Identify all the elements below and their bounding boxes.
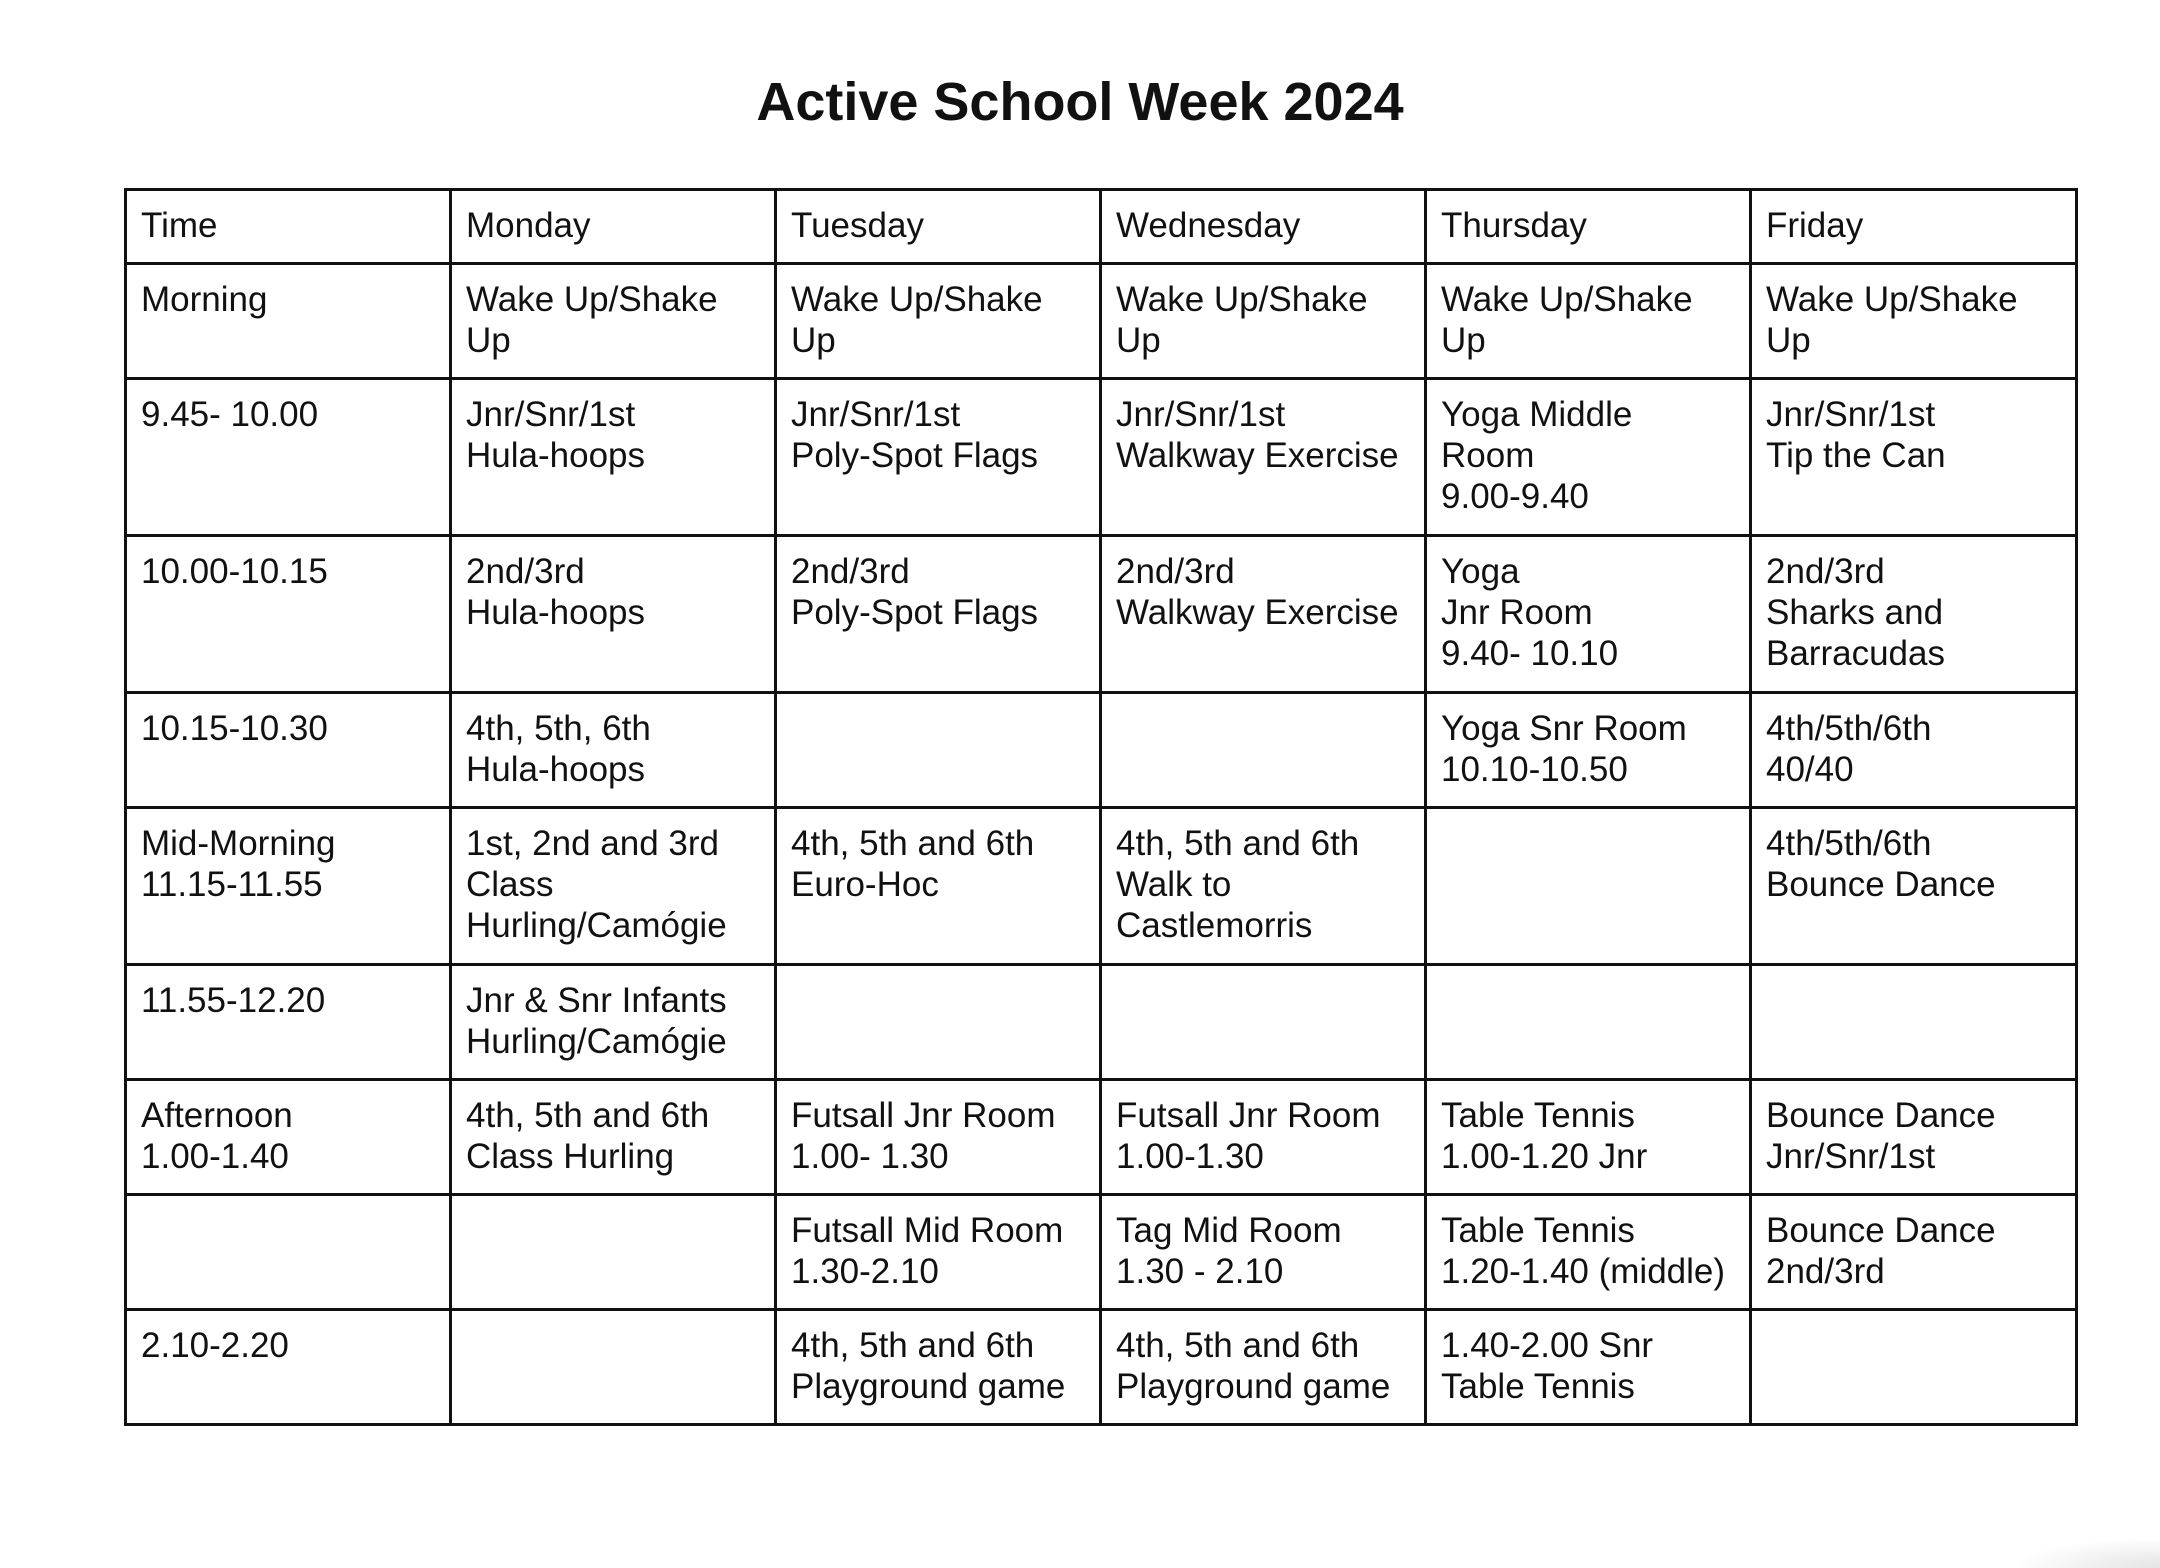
thursday-cell: 1.40-2.00 Snr Table Tennis bbox=[1426, 1310, 1751, 1425]
tuesday-cell: Futsall Mid Room 1.30-2.10 bbox=[776, 1195, 1101, 1310]
wednesday-cell bbox=[1101, 693, 1426, 808]
table-row bbox=[126, 808, 2077, 965]
monday-cell: 2nd/3rd Hula-hoops bbox=[451, 536, 776, 693]
time-cell bbox=[126, 1195, 451, 1310]
friday-cell bbox=[1751, 965, 2077, 1080]
thursday-cell: Yoga Jnr Room 9.40- 10.10 bbox=[1426, 536, 1751, 693]
table-row bbox=[126, 1195, 2077, 1310]
tuesday-cell: 4th, 5th and 6th Playground game bbox=[776, 1310, 1101, 1425]
thursday-cell: Wake Up/Shake Up bbox=[1426, 264, 1751, 379]
tuesday-cell: Futsall Jnr Room 1.00- 1.30 bbox=[776, 1080, 1101, 1195]
monday-cell bbox=[451, 1195, 776, 1310]
page-corner-shadow bbox=[2010, 1538, 2160, 1568]
monday-cell bbox=[451, 1310, 776, 1425]
document-title: Active School Week 2024 bbox=[756, 72, 1404, 132]
monday-cell: Wake Up/Shake Up bbox=[451, 264, 776, 379]
header-cell-friday: Friday bbox=[1751, 190, 2077, 264]
thursday-cell: Yoga Middle Room 9.00-9.40 bbox=[1426, 379, 1751, 536]
tuesday-cell bbox=[776, 693, 1101, 808]
friday-cell: 4th/5th/6th Bounce Dance bbox=[1751, 808, 2077, 965]
monday-cell: 4th, 5th, 6th Hula-hoops bbox=[451, 693, 776, 808]
wednesday-cell: Wake Up/Shake Up bbox=[1101, 264, 1426, 379]
time-cell: 9.45- 10.00 bbox=[126, 379, 451, 536]
header-cell-wednesday: Wednesday bbox=[1101, 190, 1426, 264]
table-row bbox=[126, 965, 2077, 1080]
time-cell: Morning bbox=[126, 264, 451, 379]
thursday-cell bbox=[1426, 808, 1751, 965]
header-cell-thursday: Thursday bbox=[1426, 190, 1751, 264]
friday-cell bbox=[1751, 1310, 2077, 1425]
schedule-table bbox=[124, 188, 2078, 1426]
time-cell: 10.15-10.30 bbox=[126, 693, 451, 808]
table-header-row bbox=[126, 190, 2077, 264]
tuesday-cell: Jnr/Snr/1st Poly-Spot Flags bbox=[776, 379, 1101, 536]
table-row bbox=[126, 379, 2077, 536]
friday-cell: Bounce Dance Jnr/Snr/1st bbox=[1751, 1080, 2077, 1195]
wednesday-cell: 2nd/3rd Walkway Exercise bbox=[1101, 536, 1426, 693]
thursday-cell: Yoga Snr Room 10.10-10.50 bbox=[1426, 693, 1751, 808]
thursday-cell bbox=[1426, 965, 1751, 1080]
tuesday-cell bbox=[776, 965, 1101, 1080]
table-row bbox=[126, 693, 2077, 808]
thursday-cell: Table Tennis 1.00-1.20 Jnr bbox=[1426, 1080, 1751, 1195]
thursday-cell: Table Tennis 1.20-1.40 (middle) bbox=[1426, 1195, 1751, 1310]
time-cell: 11.55-12.20 bbox=[126, 965, 451, 1080]
friday-cell: 2nd/3rd Sharks and Barracudas bbox=[1751, 536, 2077, 693]
monday-cell: 4th, 5th and 6th Class Hurling bbox=[451, 1080, 776, 1195]
time-cell: 2.10-2.20 bbox=[126, 1310, 451, 1425]
tuesday-cell: Wake Up/Shake Up bbox=[776, 264, 1101, 379]
friday-cell: Jnr/Snr/1st Tip the Can bbox=[1751, 379, 2077, 536]
friday-cell: 4th/5th/6th 40/40 bbox=[1751, 693, 2077, 808]
monday-cell: Jnr/Snr/1st Hula-hoops bbox=[451, 379, 776, 536]
friday-cell: Wake Up/Shake Up bbox=[1751, 264, 2077, 379]
wednesday-cell: Jnr/Snr/1st Walkway Exercise bbox=[1101, 379, 1426, 536]
time-cell: Mid-Morning 11.15-11.55 bbox=[126, 808, 451, 965]
header-cell-monday: Monday bbox=[451, 190, 776, 264]
header-cell-time: Time bbox=[126, 190, 451, 264]
friday-cell: Bounce Dance 2nd/3rd bbox=[1751, 1195, 2077, 1310]
wednesday-cell: 4th, 5th and 6th Playground game bbox=[1101, 1310, 1426, 1425]
tuesday-cell: 4th, 5th and 6th Euro-Hoc bbox=[776, 808, 1101, 965]
monday-cell: 1st, 2nd and 3rd Class Hurling/Camógie bbox=[451, 808, 776, 965]
header-cell-tuesday: Tuesday bbox=[776, 190, 1101, 264]
tuesday-cell: 2nd/3rd Poly-Spot Flags bbox=[776, 536, 1101, 693]
time-cell: 10.00-10.15 bbox=[126, 536, 451, 693]
time-cell: Afternoon 1.00-1.40 bbox=[126, 1080, 451, 1195]
table-row bbox=[126, 1310, 2077, 1425]
table-row bbox=[126, 264, 2077, 379]
table-row bbox=[126, 1080, 2077, 1195]
wednesday-cell: 4th, 5th and 6th Walk to Castlemorris bbox=[1101, 808, 1426, 965]
wednesday-cell: Futsall Jnr Room 1.00-1.30 bbox=[1101, 1080, 1426, 1195]
table-row bbox=[126, 536, 2077, 693]
monday-cell: Jnr & Snr Infants Hurling/Camógie bbox=[451, 965, 776, 1080]
wednesday-cell: Tag Mid Room 1.30 - 2.10 bbox=[1101, 1195, 1426, 1310]
wednesday-cell bbox=[1101, 965, 1426, 1080]
